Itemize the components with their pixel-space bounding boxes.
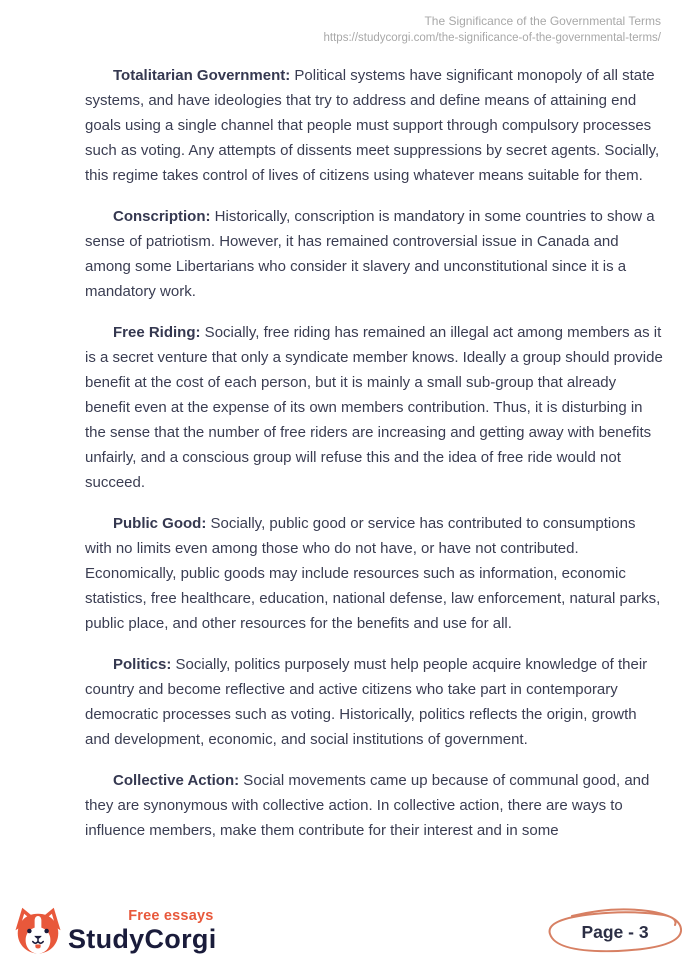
paragraph: Politics: Socially, politics purposely must help people acquire knowledge of their country and become reflective and active citizens who take part in contemporary democratic processes such as voting. Historically, politics reflects the origin, growth and development, economic, and social institutions of government. [85,656,648,748]
paragraph: Free Riding: Socially, free riding has remained an illegal act among members as it is a secret venture that only a syndicate member knows. Ideally a group should provide benefit at the cost of each person, but it is mainly a small sub-group that already benefit even at the expense of its own members contribution. Thus, it is disturbing in the sense that the number of free riders are increasing and getting away with benefits unfairly, and a conscious group will refuse this and the idea of free ride would not succeed. [85,324,663,491]
page-number-label: Page - 3 [581,921,649,942]
logo-text [68,909,217,954]
term-label: Free Riding: [113,324,201,341]
paragraph: Collective Action: Social movements came up because of communal good, and they are synonymous with collective action. In collective action, there are ways to influence members, make them contribute for their interest and in some [85,772,650,839]
studycorgi-logo [14,905,217,957]
document-body [85,63,663,859]
term-label: Totalitarian Government: [113,67,291,84]
paragraph: Conscription: Historically, conscription is mandatory in some countries to show a sense of patriotism. However, it has remained controversial issue in Canada and among some Libertarians who consider it slavery and unconstitutional since it is a mandatory work. [85,208,655,300]
term-label: Collective Action: [113,772,240,789]
page-number-badge [542,904,688,958]
page-header [324,13,661,47]
term-label: Public Good: [113,515,207,532]
paragraph: Public Good: Socially, public good or service has contributed to consumptions with no limits even among those who do not have, or have not contributed. Economically, public goods may include resources such as information, economic statistics, free healthcare, education, national defense, law enforcement, natural parks, public place, and other resources for the benefits and use for all. [85,515,661,632]
corgi-icon [14,905,62,957]
document-title: The Significance of the Governmental Terms [424,14,661,28]
paragraph: Totalitarian Government: Political systems have significant monopoly of all state systems, and have ideologies that try to address and define means of attaining end goals using a single channel that people must support through compulsory processes such as voting. Any attempts of dissents meet suppressions by secret agents. Socially, this regime takes control of lives of citizens using whatever means suitable for them. [85,67,660,184]
logo-wordmark: StudyCorgi [68,923,217,954]
term-label: Politics: [113,656,172,673]
document-url: https://studycorgi.com/the-significance-of-the-governmental-terms/ [323,32,661,44]
term-label: Conscription: [113,208,211,225]
page-footer [14,902,688,960]
logo-tagline: Free essays [128,907,214,924]
